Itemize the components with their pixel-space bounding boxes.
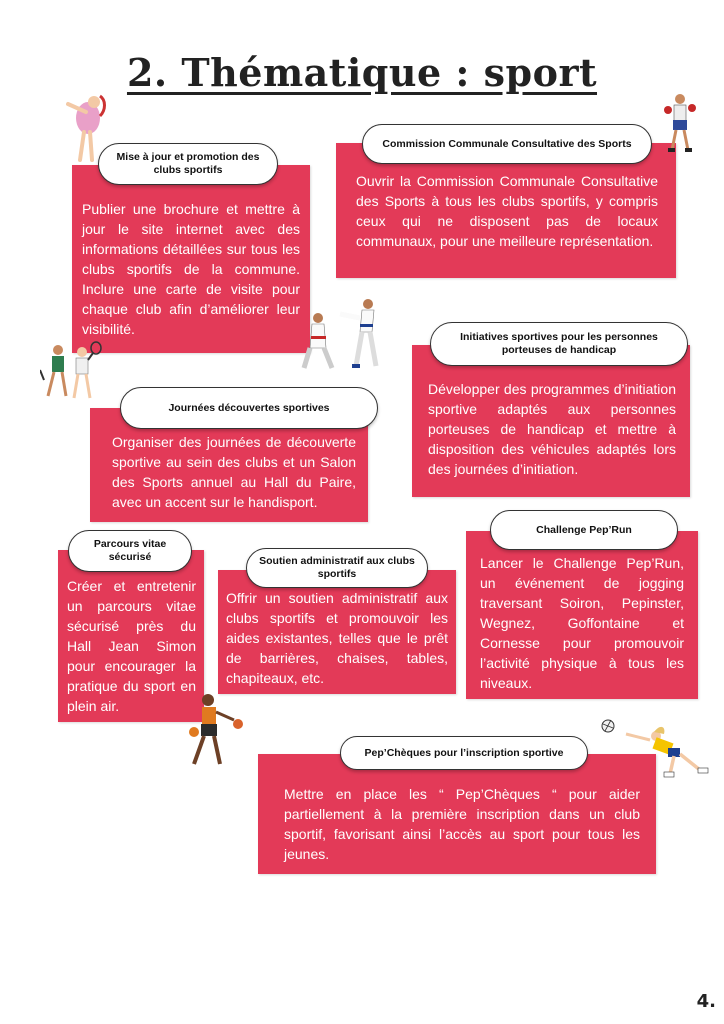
card-pep-run xyxy=(466,531,698,699)
card-admin-support xyxy=(218,570,456,694)
card-heading: Initiatives sportives pour les personnes porteuses de handicap xyxy=(430,322,688,366)
card-heading: Mise à jour et promotion des clubs sportifs xyxy=(98,143,278,185)
card-text: Créer et entretenir un parcours vitae sécurisé près du Hall Jean Simon pour encourager la pratique du sport en plein air. xyxy=(67,578,196,714)
card-heading: Pep’Chèques pour l’inscription sportive xyxy=(340,736,588,770)
boxer-icon xyxy=(662,92,700,154)
gymnast-icon xyxy=(60,90,110,165)
card-heading: Soutien administratif aux clubs sportifs xyxy=(246,548,428,588)
card-handicap xyxy=(412,345,690,497)
card-club-promotion xyxy=(72,165,310,353)
card-text: Lancer le Challenge Pep’Run, un événement de jogging traversant Soiron, Pepinster, Wegnez, Goffontaine et Cornesse pour promouvoir l’activité physique à tous les niveaux. xyxy=(480,555,684,691)
card-heading: Commission Communale Consultative des Sports xyxy=(362,124,652,164)
card-text: Développer des programmes d’initiation sportive adaptés aux personnes porteuses de handicap et mettre à disposition des véhicules adaptés lors des journées d’initiation. xyxy=(428,381,676,477)
card-text: Publier une brochure et mettre à jour le site internet avec des informations détaillées sur tous les clubs sportifs de la commune. Inclure une carte de visite pour chaque club afin d’améliorer leur visibilité. xyxy=(82,201,300,337)
basketball-player-icon xyxy=(186,690,248,772)
card-heading: Parcours vitae sécurisé xyxy=(68,530,192,572)
page-title: 2. Thématique : sport xyxy=(126,50,598,95)
karate-icon xyxy=(296,296,390,372)
card-text: Mettre en place les “ Pep’Chèques “ pour aider partiellement à la première inscription dans un club sportif, favorisant ainsi l’accès au sport pour tous les jeunes. xyxy=(284,786,640,862)
card-text: Offrir un soutien administratif aux clubs sportifs et promouvoir les aides existantes, telles que le prêt de barrières, chaises, tables, chapiteaux, etc. xyxy=(226,590,448,686)
volleyball-player-icon xyxy=(600,716,712,780)
tennis-players-icon xyxy=(40,340,104,402)
card-parcours-vitae xyxy=(58,550,204,722)
card-text: Ouvrir la Commission Communale Consultative des Sports à tous les clubs sportifs, y compris ceux qui ne disposent pas de locaux communaux, pour une meilleure représentation. xyxy=(356,173,658,249)
card-text: Organiser des journées de découverte sportive au sein des clubs et un Salon des Sports annuel au Hall du Paire, avec un accent sur le handisport. xyxy=(112,434,356,510)
card-pep-cheques xyxy=(258,754,656,874)
card-heading: Journées découvertes sportives xyxy=(120,387,378,429)
card-heading: Challenge Pep’Run xyxy=(490,510,678,550)
page-number: 4. xyxy=(696,991,716,1012)
